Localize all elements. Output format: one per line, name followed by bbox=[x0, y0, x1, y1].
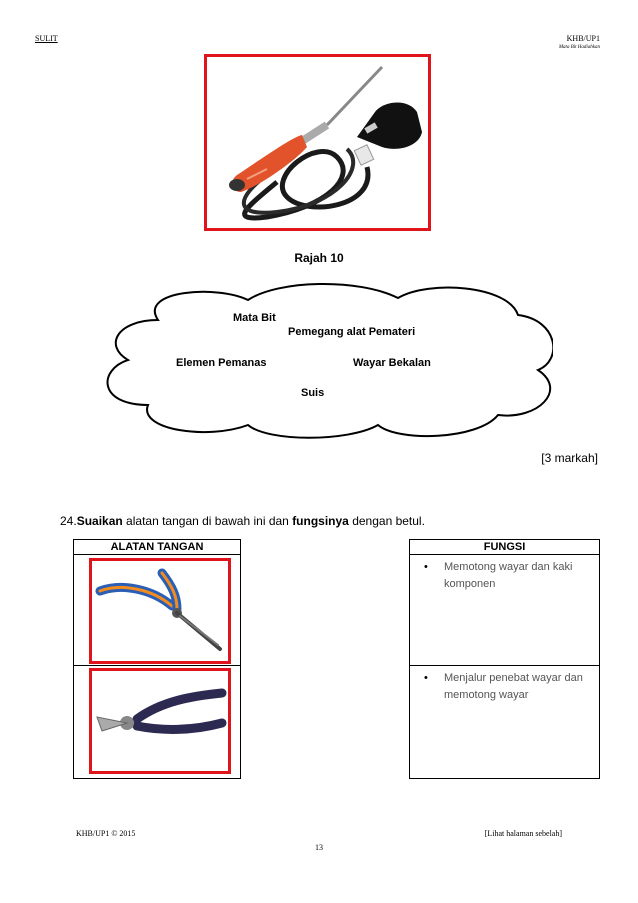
function-item bbox=[424, 670, 591, 704]
question-keyword-2: fungsinya bbox=[292, 514, 349, 528]
soldering-iron-image bbox=[207, 57, 428, 228]
hand-tools-header: ALATAN TANGAN bbox=[74, 540, 240, 555]
figure-caption: Rajah 10 bbox=[294, 251, 344, 265]
long-nose-pliers-frame bbox=[89, 558, 231, 664]
question-number: 24. bbox=[60, 514, 77, 528]
marks-allocation: [3 markah] bbox=[541, 451, 598, 465]
bullet-icon: • bbox=[424, 561, 428, 573]
word-bank-item: Elemen Pemanas bbox=[176, 357, 267, 369]
function-item bbox=[424, 559, 591, 593]
page-number: 13 bbox=[315, 843, 323, 852]
word-bank-item: Mata Bit bbox=[233, 312, 276, 324]
header-classification: SULIT bbox=[35, 34, 58, 43]
row-divider bbox=[410, 665, 599, 666]
word-bank-item: Pemegang alat Pemateri bbox=[288, 326, 416, 338]
diagonal-cutter-image bbox=[92, 671, 228, 771]
word-bank-item: Wayar Bekalan bbox=[353, 357, 431, 369]
hand-tools-column bbox=[73, 539, 241, 779]
bullet-icon: • bbox=[424, 672, 428, 684]
word-bank-item: Suis bbox=[301, 387, 325, 399]
header-subtitle: Mata Bit Hadiahkan bbox=[558, 45, 600, 50]
footer-code: KHB/UP1 © 2015 bbox=[76, 829, 136, 838]
diagonal-cutter-frame bbox=[89, 668, 231, 774]
question-keyword-1: Suaikan bbox=[76, 514, 123, 528]
question-text-2: dengan betul. bbox=[348, 514, 425, 528]
functions-header: FUNGSI bbox=[410, 540, 599, 555]
soldering-iron-figure bbox=[204, 54, 431, 231]
function-text: Memotong wayar dan kaki komponen bbox=[444, 561, 573, 590]
question-24 bbox=[60, 514, 425, 528]
cloud-shape bbox=[98, 280, 553, 440]
header-code: KHB/UP1 bbox=[566, 34, 600, 43]
footer-next-page: [Lihat halaman sebelah] bbox=[484, 829, 562, 838]
word-bank-cloud bbox=[98, 280, 553, 440]
functions-column bbox=[409, 539, 600, 779]
question-text-1: alatan tangan di bawah ini dan bbox=[122, 514, 293, 528]
function-text: Menjalur penebat wayar dan memotong wayar bbox=[444, 672, 583, 701]
long-nose-pliers-image bbox=[92, 561, 228, 661]
